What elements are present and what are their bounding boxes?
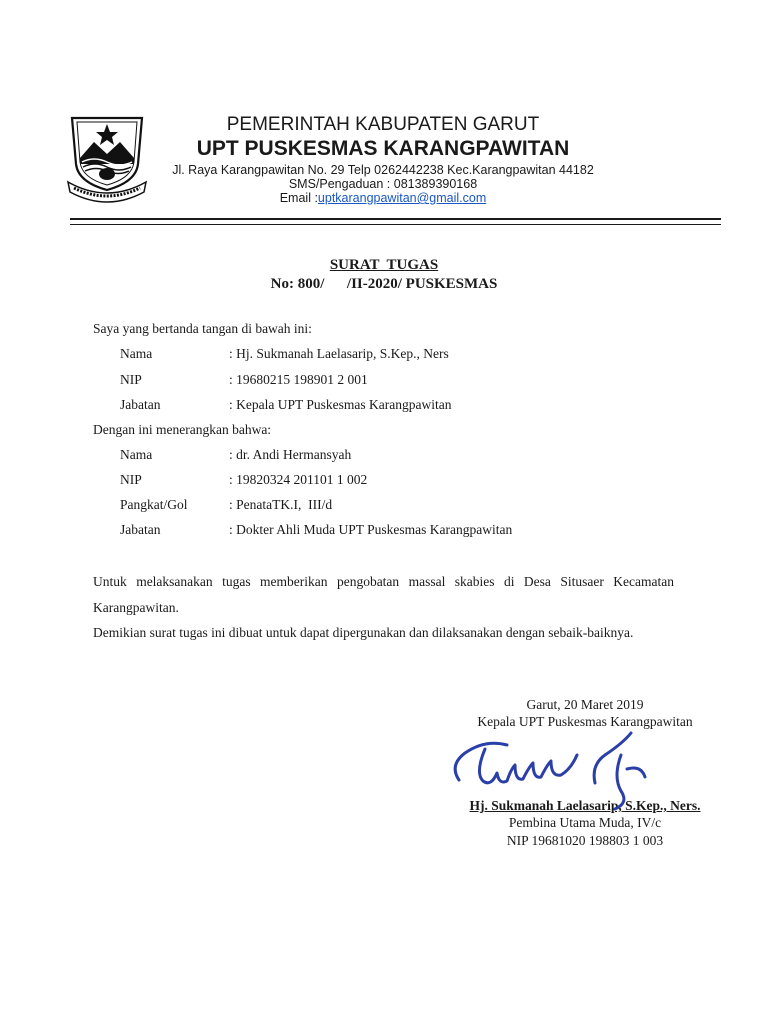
signer-name: Hj. Sukmanah Laelasarip, S.Kep., Ners. <box>469 798 701 813</box>
assignee-rank-label: Pangkat/Gol <box>120 497 188 512</box>
intro2-text: Dengan ini menerangkan bahwa: <box>93 422 272 437</box>
assignee-position-value: : Dokter Ahli Muda UPT Puskesmas Karangpawitan <box>229 522 513 537</box>
organization-name: UPT PUSKESMAS KARANGPAWITAN <box>196 137 570 160</box>
assignee-nip-label: NIP <box>120 472 142 487</box>
purpose-paragraph: Untuk melaksanakan tugas memberikan pengobatan massal skabies di Desa Situsaer Kecamatan Karangpawitan. <box>93 574 674 615</box>
signer-rank: Pembina Utama Muda, IV/c <box>508 815 662 830</box>
handwritten-signature <box>445 725 665 815</box>
header-rule-thin <box>70 224 721 225</box>
assignee-rank-value: : PenataTK.I, III/d <box>229 497 333 512</box>
signer-nip-label: NIP <box>120 372 142 387</box>
signer-name-value: : Hj. Sukmanah Laelasarip, S.Kep., Ners <box>229 346 449 361</box>
assignee-name-value: : dr. Andi Hermansyah <box>229 447 352 462</box>
address-line: Jl. Raya Karangpawitan No. 29 Telp 0262442238 Kec.Karangpawitan 44182 <box>172 163 594 177</box>
signer-name-label: Nama <box>120 346 153 361</box>
assignee-name-label: Nama <box>120 447 153 462</box>
letter-title-text: SURAT TUGAS <box>329 257 439 273</box>
signer-position-value: : Kepala UPT Puskesmas Karangpawitan <box>229 397 452 412</box>
signer-position-label: Jabatan <box>120 397 161 412</box>
sms-line: SMS/Pengaduan : 081389390168 <box>288 177 478 191</box>
signer-nip-value: : 19680215 198901 2 001 <box>229 372 368 387</box>
place-date: Garut, 20 Maret 2019 <box>526 697 644 712</box>
header-rule-thick <box>70 218 721 220</box>
assignee-nip-value: : 19820324 201101 1 002 <box>229 472 368 487</box>
government-name: PEMERINTAH KABUPATEN GARUT <box>226 114 540 135</box>
assignee-position-label: Jabatan <box>120 522 161 537</box>
closing-paragraph: Demikian surat tugas ini dibuat untuk dapat dipergunakan dan dilaksanakan dengan sebaik-baiknya. <box>93 625 634 640</box>
signer-position-title: Kepala UPT Puskesmas Karangpawitan <box>477 714 693 729</box>
intro-text: Saya yang bertanda tangan di bawah ini: <box>93 321 312 336</box>
letter-number: No: 800/ /II-2020/ PUSKESMAS <box>270 276 498 292</box>
email-line <box>120 191 646 205</box>
signature-scribble-icon <box>445 725 665 815</box>
email-link[interactable]: uptkarangpawitan@gmail.com <box>317 191 487 205</box>
signer-nip: NIP 19681020 198803 1 003 <box>506 833 664 848</box>
letter-title <box>0 257 768 274</box>
email-label: Email : <box>279 191 318 205</box>
